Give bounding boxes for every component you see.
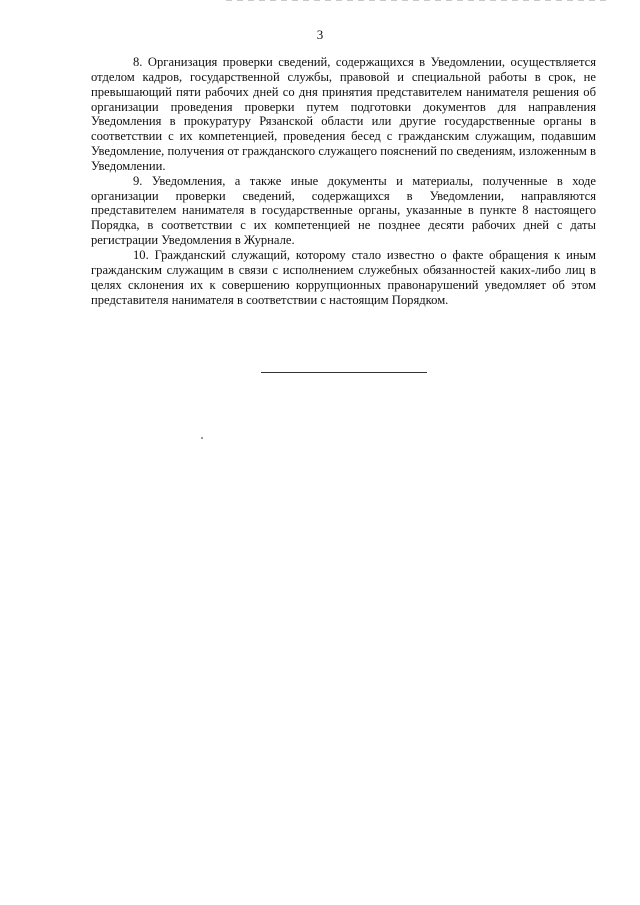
scan-artifact-line [226, 0, 606, 1]
end-separator-line [261, 372, 427, 373]
page-number: 3 [316, 27, 324, 42]
paragraph-9: 9. Уведомления, а также иные документы и материалы, полученные в ходе организации проверки сведений, содержащихся в Уведомлении, направляются представителем нанимателя в государственные органы, указанные в пункте 8 настоящего Порядка, в соответствии с их компетенцией не позднее десяти рабочих дней с даты регистрации Уведомления в Журнале. [91, 173, 596, 248]
paragraph-10: 10. Гражданский служащий, которому стало известно о факте обращения к иным гражданским служащим в связи с исполнением служебных обязанностей каких-либо лиц в целях склонения их к совершению коррупционных правонарушений уведомляет об этом представителя нанимателя в соответствии с настоящим Порядком. [91, 247, 596, 307]
document-body [91, 55, 596, 307]
paragraph-8: 8. Организация проверки сведений, содержащихся в Уведомлении, осуществляется отделом кадров, государственной службы, правовой и специальной работы в срок, не превышающий пяти рабочих дней со дня принятия представителем нанимателя решения об организации проведения проверки путем подготовки документов для направления Уведомления в прокуратуру Рязанской области или другие государственные органы в соответствии с их компетенцией, проведения бесед с гражданским служащим, подавшим Уведомление, получения от гражданского служащего пояснений по сведениям, изложенным в Уведомлении. [91, 55, 596, 173]
scan-speck [201, 437, 203, 439]
